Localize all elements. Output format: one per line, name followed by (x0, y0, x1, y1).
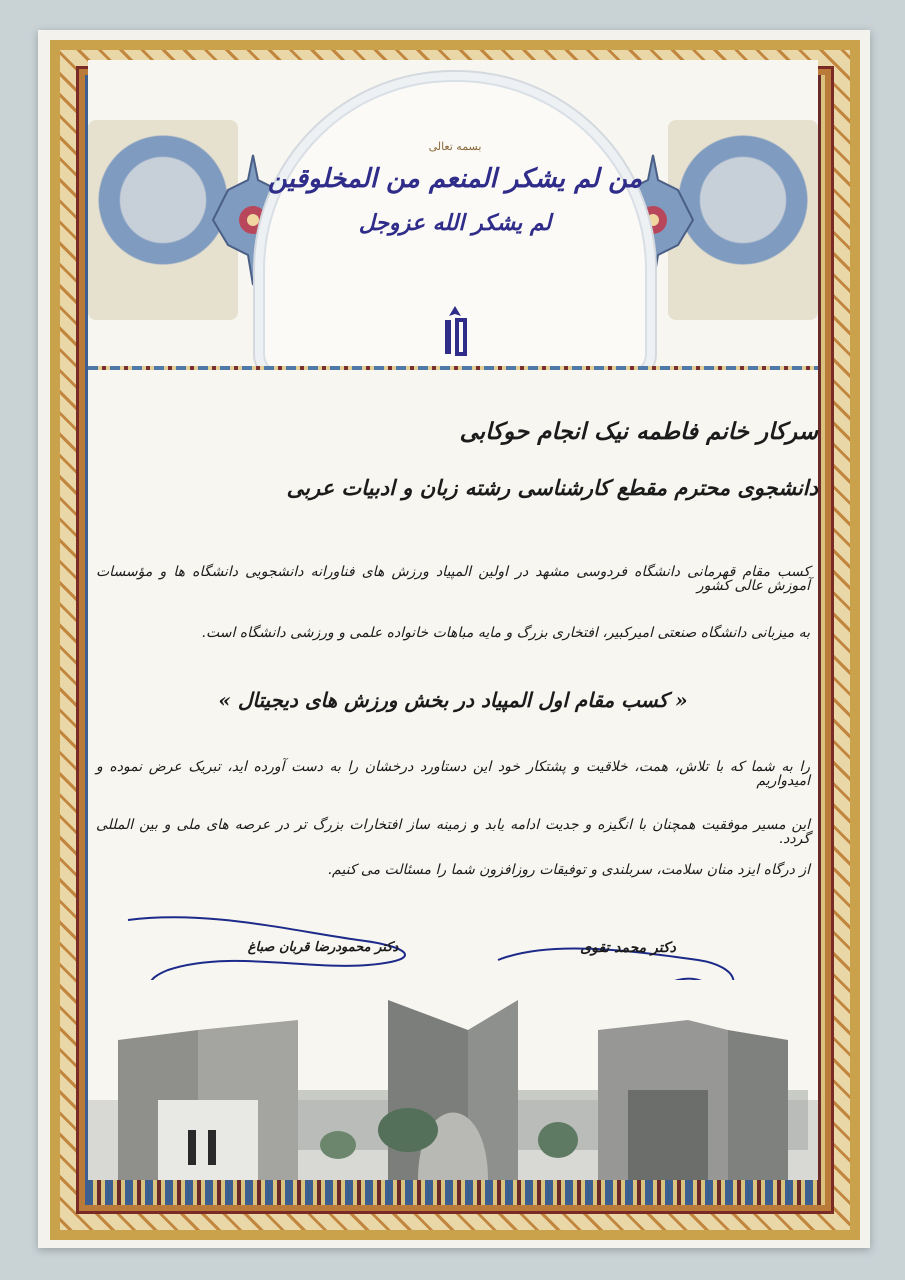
achievement-headline: « کسب مقام اول المپیاد در بخش ورزش های دیجیتال » (218, 688, 688, 712)
certificate-body (88, 370, 818, 1180)
signatory-left-name: دکتر محمودرضا قربان صباغ (247, 940, 399, 955)
calligraphy-arch (263, 80, 647, 372)
paragraph-1: کسب مقام قهرمانی دانشگاه فردوسی مشهد در اولین المپیاد ورزش های فناورانه دانشجویی دانشگاه ها و مؤسسات آموزش عالی کشور (96, 564, 810, 594)
university-logo (435, 302, 475, 362)
header-ornament (88, 60, 818, 372)
recipient-program: دانشجوی محترم مقطع کارشناسی رشته زبان و ادبیات عربی (286, 475, 818, 500)
paragraph-2: به میزبانی دانشگاه صنعتی امیرکبیر، افتخاری بزرگ و مایه مباهات خانواده علمی و ورزشی دانشگاه است. (201, 625, 810, 641)
paragraph-4: این مسیر موفقیت همچنان با انگیزه و جدیت ادامه یابد و زمینه ساز افتخارات بزرگ تر در عرصه های ملی و بین المللی گردد. (96, 817, 810, 847)
verse-line-1: من لم یشکر المنعم من المخلوقین (268, 164, 642, 194)
paragraph-5: از درگاه ایزد منان سلامت، سربلندی و توفیقات روزافزون شما را مسئالت می کنیم. (327, 862, 810, 878)
signatory-right-name: دکتر محمد تقوی (580, 940, 676, 956)
paragraph-3: را به شما که با تلاش، همت، خلاقیت و پشتکار خود این دستاورد درخشان را به دست آورده اید، تبریک عرض نموده و امیدواریم (96, 759, 810, 789)
recipient-name: سرکار خانم فاطمه نیک انجام حوکابی (459, 418, 818, 445)
campus-gate-illustration (88, 980, 818, 1180)
verse-line-2: لم یشکر الله عزوجل (358, 210, 552, 236)
basmala-text: بسمه تعالی (428, 140, 482, 153)
